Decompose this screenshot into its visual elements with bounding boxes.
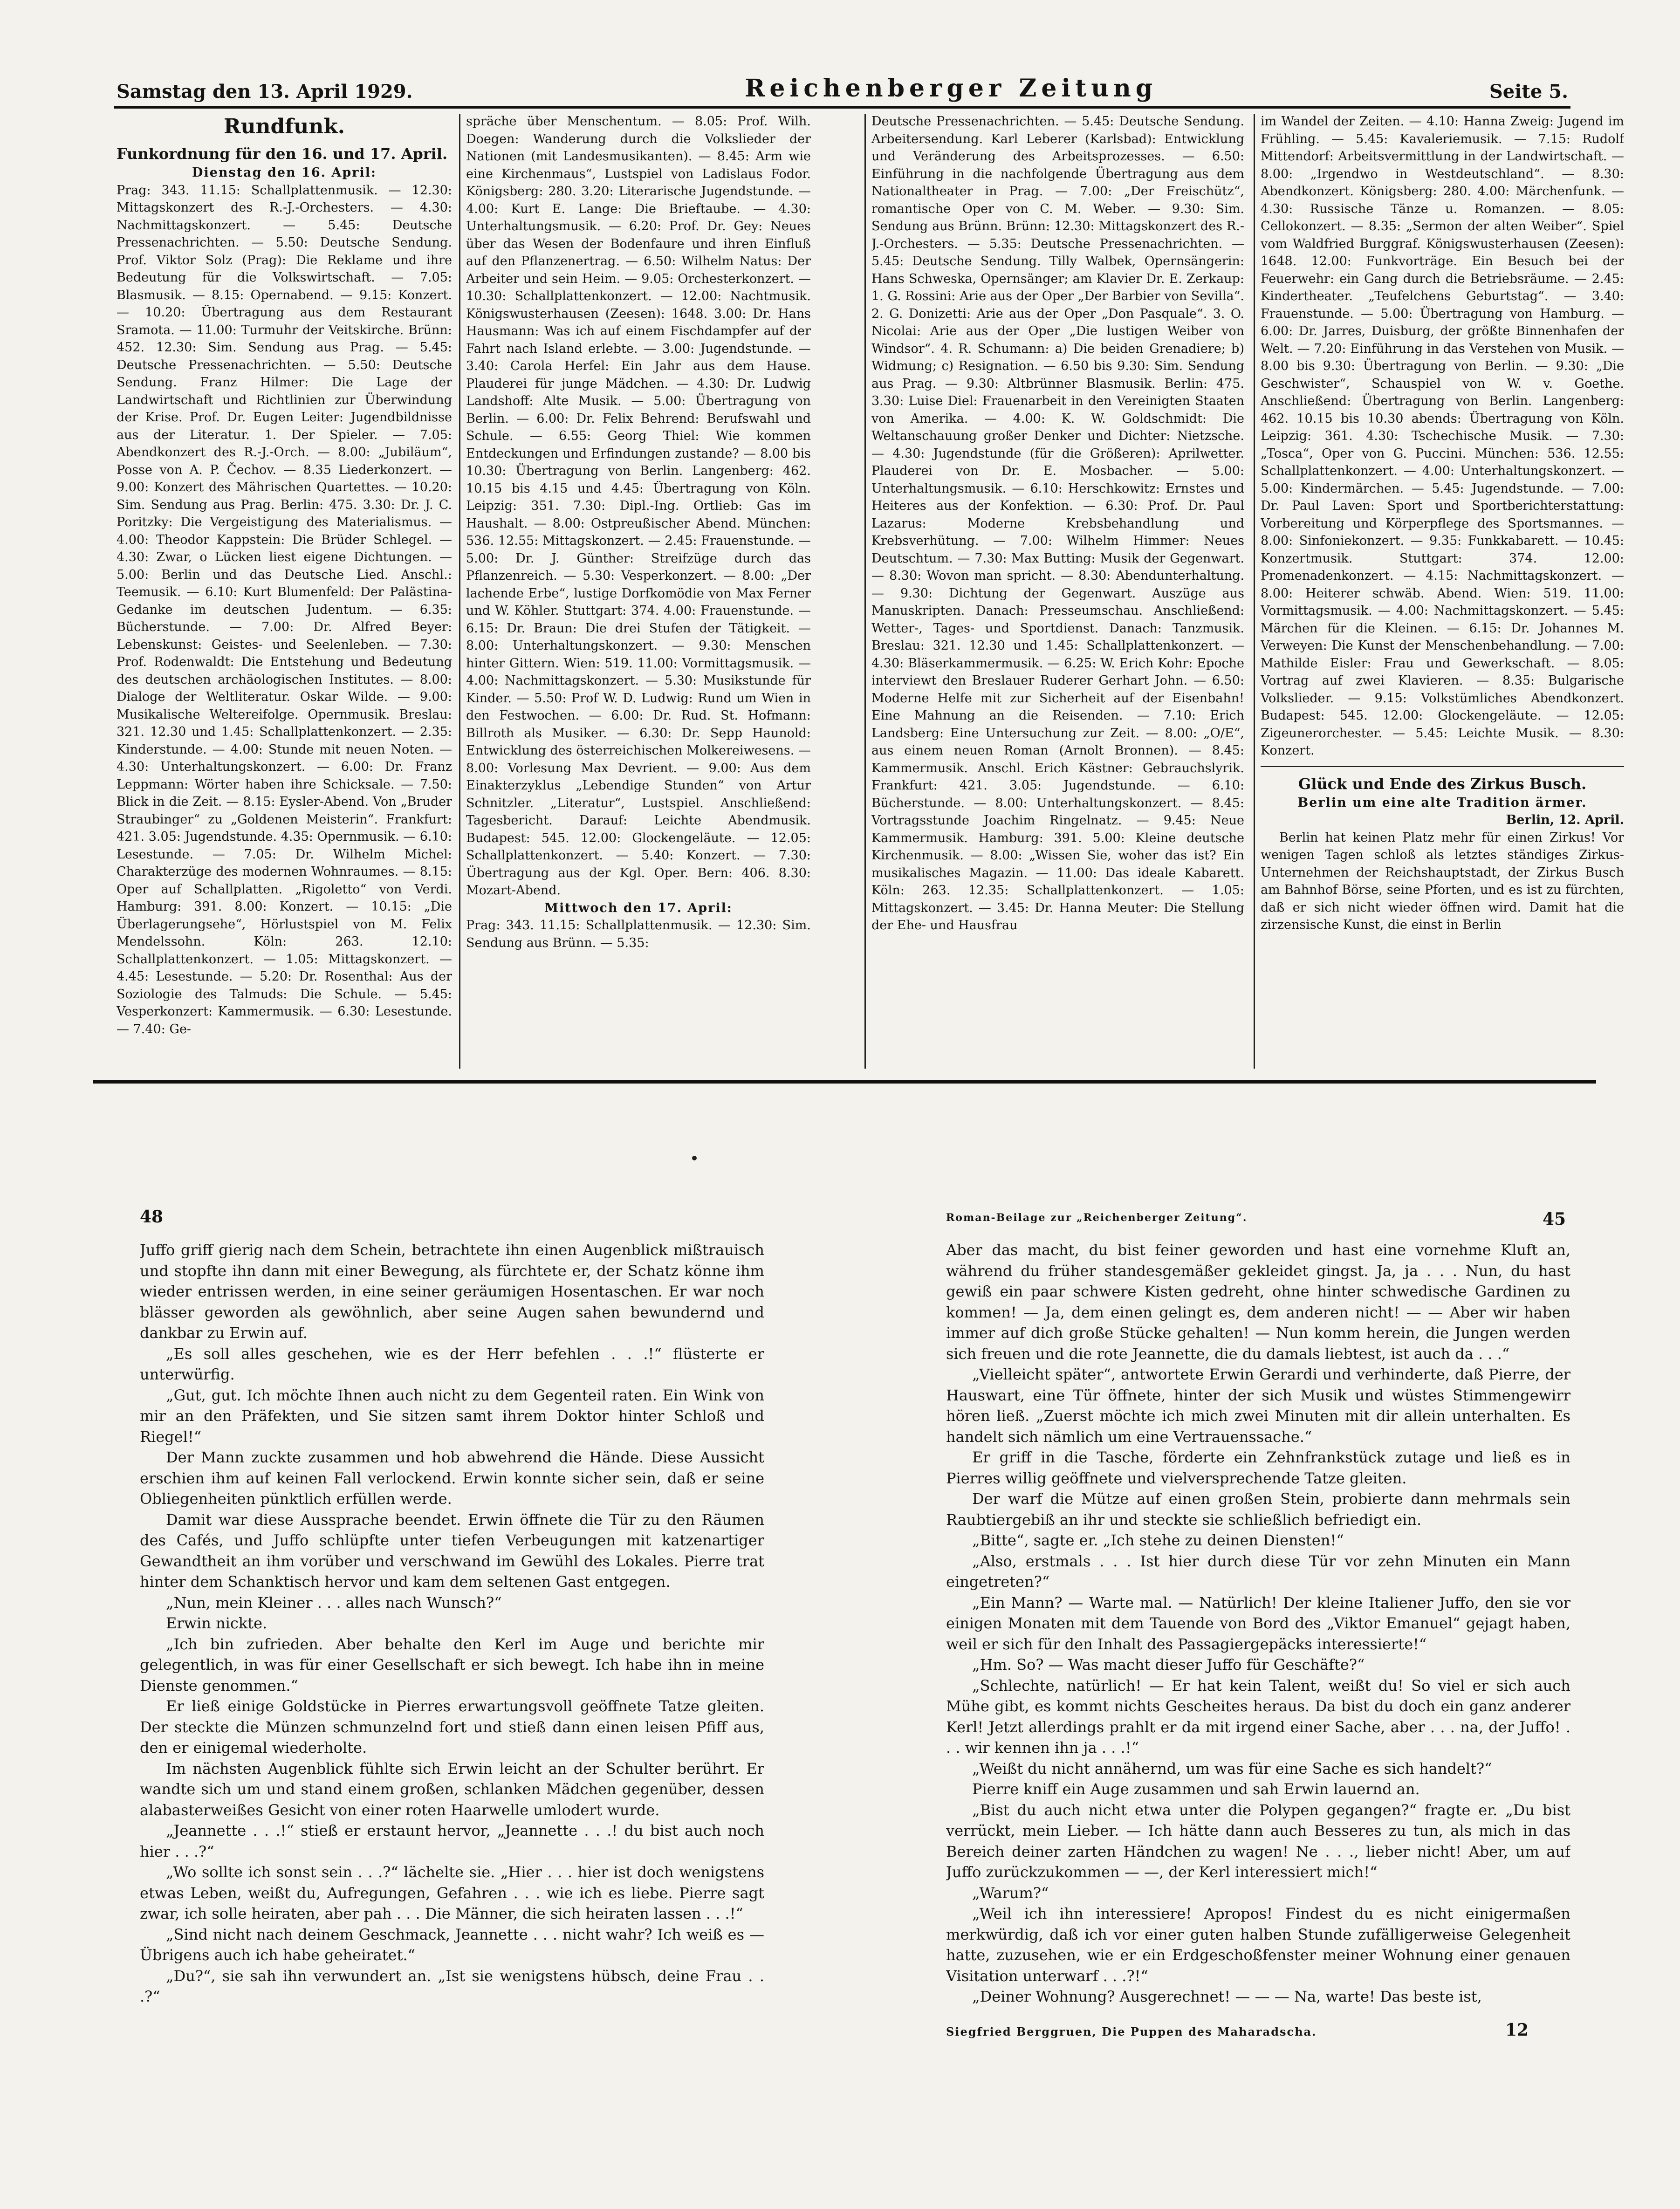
ink-speck xyxy=(692,1156,697,1160)
rundfunk-column-2 xyxy=(466,113,811,1068)
novel-paragraph: „Sind nicht nach deinem Geschmack, Jeannette . . . nicht wahr? Ich weiß es — Übrigens auch ich habe geheiratet.“ xyxy=(140,1925,764,1964)
header-rule xyxy=(114,106,1570,109)
day-heading-wednesday: Mittwoch den 17. April: xyxy=(544,900,733,915)
novel-paragraph: Er ließ einige Goldstücke in Pierres erwartungsvoll geöffnete Tatze gleiten. Der steckte die Münzen schmunzelnd fort und stieß dann einen leisen Pfiff aus, den er einigemal wiederholte. xyxy=(140,1697,764,1756)
novel-paragraph: „Hm. So? — Was macht dieser Juffo für Geschäfte?“ xyxy=(972,1656,1365,1674)
article-title: Glück und Ende des Zirkus Busch. xyxy=(1298,775,1587,793)
novel-paragraph: Er griff in die Tasche, förderte ein Zehnfrankstück zutage und ließ es in Pierres willig geöffnete und vielversprechende Tatze gleiten. xyxy=(946,1448,1570,1487)
rundfunk-column-1 xyxy=(117,113,452,1068)
column-divider xyxy=(864,114,866,1069)
article-text: Berlin hat keinen Platz mehr für einen Zirkus! Vor wenigen Tagen schloß als letztes ständiges Zirkus-Unternehmen der Reichshauptstadt, der Zirkus Busch am Bahnhof Börse, seine Pforten, und es ist zu fürchten, daß er sich nicht wieder öffnen wird. Damit hat die zirzensische Kunst, die einst in Berlin xyxy=(1261,830,1624,932)
novel-paragraph: Im nächsten Augenblick fühlte sich Erwin leicht an der Schulter berührt. Er wandte sich um und stand einem großen, schlanken Mädchen gegenüber, dessen alabasterweißes Gesicht von einer roten Haarwelle umlodert wurde. xyxy=(140,1759,764,1819)
novel-paragraph: „Du?“, sie sah ihn verwundert an. „Ist sie wenigstens hübsch, deine Frau . . .?“ xyxy=(140,1967,764,2005)
novel-paragraph: „Ich bin zufrieden. Aber behalte den Kerl im Auge und berichte mir gelegentlich, in was für einer Gesellschaft er sich bewegt. Ich habe ihn in meine Dienste genommen.“ xyxy=(140,1635,764,1694)
newspaper-header xyxy=(117,70,1568,103)
column-divider xyxy=(1254,114,1255,1069)
novel-paragraph: Der Mann zuckte zusammen und hob abwehrend die Hände. Diese Aussicht erschien ihm auf keinen Fall verlockend. Erwin konnte sicher sein, daß er seine Obliegenheiten pünktlich erfüllen werde. xyxy=(140,1448,764,1508)
novel-paragraph: „Es soll alles geschehen, wie es der Herr befehlen . . .!“ flüsterte er unterwürfig. xyxy=(140,1345,764,1383)
novel-paragraph: Juffo griff gierig nach dem Schein, betrachtete ihn einen Augenblick mißtrauisch und stopfte ihn dann mit einer Bewegung, als fürchtete er, der Schatz könne ihm wieder entrissen werden, in eine seiner geräumigen Hosentaschen. Er war noch blässer geworden als gewöhnlich, aber seine Augen sahen bewundernd und dankbar zu Erwin auf. xyxy=(140,1241,764,1342)
novel-paragraph: „Gut, gut. Ich möchte Ihnen auch nicht zu dem Gegenteil raten. Ein Wink von mir an den Präfekten, und Sie sitzen samt ihrem Doktor hinter Schloß und Riegel!“ xyxy=(140,1386,764,1446)
novel-paragraph: „Warum?“ xyxy=(972,1884,1049,1902)
novel-paragraph: „Deiner Wohnung? Ausgerechnet! — — — Na, warte! Das beste ist, xyxy=(972,1988,1482,2005)
novel-paragraph: Erwin nickte. xyxy=(166,1614,267,1632)
running-head: Roman-Beilage zur „Reichenberger Zeitung“. xyxy=(946,1212,1248,1224)
article-subtitle: Berlin um eine alte Tradition ärmer. xyxy=(1297,795,1587,810)
novel-paragraph: „Bitte“, sagte er. „Ich stehe zu deinen Diensten!“ xyxy=(972,1531,1344,1549)
novel-paragraph: „Schlechte, natürlich! — Er hat kein Talent, weißt du! So viel er sich auch Mühe gibt, es kommt nichts Gescheites heraus. Da bist du doch ein ganz anderer Kerl! Jetzt allerdings prahlt er da mit irgend einer Sache, aber . . . na, der Juffo! . . . wir kennen ihn ja . . .!“ xyxy=(946,1676,1570,1756)
day-heading-tuesday: Dienstag den 16. April: xyxy=(192,165,377,180)
article-dateline: Berlin, 12. April. xyxy=(1506,813,1624,827)
rundfunk-text-2: spräche über Menschentum. — 8.05: Prof. Wilh. Doegen: Wanderung durch die Volkslieder der Nationen (mit Landesmusikanten). — 8.45: Arm wie eine Kirchenmaus“, Lustspiel von Ladislaus Fodor. Königsberg: 280. 3.20: Literarische Jugendstunde. — 4.00: Kurt E. Lange: Die Brieftaube. — 4.30: Unterhaltungsmusik. — 6.20: Prof. Dr. Gey: Neues über das Wesen der Bodenfaure und ihren Einfluß auf den Pflanzenertrag. — 6.50: Wilhelm Natus: Der Arbeiter und sein Heim. — 9.05: Orchesterkonzert. — 10.30: Schallplattenkonzert. — 12.00: Nachtmusik. Königswusterhausen (Zeesen): 1648. 3.00: Dr. Hans Hausmann: Was ich auf einem Fischdampfer auf der Fahrt nach Island erlebte. — 3.00: Jugendstunde. — 3.40: Carola Herfel: Ein Jahr aus dem Hause. Plauderei für junge Mädchen. — 4.30: Dr. Ludwig Landshoff: Alte Musik. — 5.00: Übertragung von Berlin. — 6.00: Dr. Felix Behrend: Berufswahl und Schule. — 6.55: Georg Thiel: Wie kommen Entdeckungen und Erfindungen zustande? — 8.00 bis 10.30: Übertragung von Berlin. Langenberg: 462. 10.15 bis 4.15 und 4.45: Übertragung von Köln. Leipzig: 351. 7.30: Dipl.-Ing. Ortlieb: Gas im Haushalt. — 8.00: Ostpreußischer Abend. München: 536. 12.55: Mittagskonzert. — 2.45: Frauenstunde. — 5.00: Dr. J. Günther: Streifzüge durch das Pflanzenreich. — 5.30: Vesperkonzert. — 8.00: „Der lachende Erbe“, lustige Dorfkomödie von Max Ferner und W. Köhler. Stuttgart: 374. 4.00: Frauenstunde. — 6.15: Dr. Braun: Die drei Stufen der Tätigkeit. — 8.00: Unterhaltungskonzert. — 9.30: Menschen hinter Gittern. Wien: 519. 11.00: Vormittagsmusik. — 4.00: Nachmittagskonzert. — 5.30: Musikstunde für Kinder. — 5.50: Prof W. D. Ludwig: Rund um Wien in den Festwochen. — 6.00: Dr. Rud. St. Hofmann: Billroth als Musiker. — 6.30: Dr. Sepp Haunold: Entwicklung des österreichischen Molkereiwesens. — 8.00: Vorlesung Max Devrient. — 9.00: Aus dem Einakterzyklus „Lebendige Stunden“ von Artur Schnitzler. „Literatur“, Lustspiel. Anschließend: Tagesbericht. Darauf: Leichte Abendmusik. Budapest: 545. 12.00: Glockengeläute. — 12.05: Schallplattenkonzert. — 5.40: Konzert. — 7.30: Übertragung aus der Kgl. Oper. Bern: 406. 8.30: Mozart-Abend. xyxy=(466,114,811,898)
novel-paragraph: „Vielleicht später“, antwortete Erwin Gerardi und verhinderte, daß Pierre, der Hauswart, eine Tür öffnete, hinter der sich Musik und wüstes Stimmengewirr hören ließ. „Zuerst möchte ich mich zwei Minuten mit dir allein unterhalten. Es handelt sich nämlich um eine Vertrauenssache.“ xyxy=(946,1365,1570,1446)
footer-credit: Siegfried Berggruen, Die Puppen des Maharadscha. xyxy=(946,2025,1317,2038)
novel-paragraph: „Jeannette . . .!“ stieß er erstaunt hervor, „Jeannette . . .! du bist auch noch hier . . .?“ xyxy=(140,1822,764,1860)
novel-paragraph: „Also, erstmals . . . Ist hier durch diese Tür vor zehn Minuten ein Mann eingetreten?“ xyxy=(946,1552,1570,1591)
rundfunk-text-2b: Prag: 343. 11.15: Schallplattenmusik. — 12.30: Sim. Sendung aus Brünn. — 5.35: xyxy=(466,918,811,950)
rundfunk-title: Rundfunk. xyxy=(223,115,345,138)
novel-left-page xyxy=(140,1240,764,2111)
section-rule xyxy=(1261,766,1624,767)
page-number: Seite 5. xyxy=(1489,81,1568,103)
novel-paragraph: „Bist du auch nicht etwa unter die Polypen gegangen?“ fragte er. „Du bist verrückt, mein Lieber. — Ich hätte dann auch Besseres zu tun, als mich in das Bereich deiner zarten Händchen zu wagen! Ne . . ., lieber nicht! Aber, um auf Juffo zurückzukommen — —, der Kerl interessiert mich!“ xyxy=(946,1801,1570,1881)
novel-paragraph: Pierre kniff ein Auge zusammen und sah Erwin lauernd an. xyxy=(972,1780,1420,1798)
rundfunk-text-1: Prag: 343. 11.15: Schallplattenmusik. — 12.30: Mittagskonzert des R.-J.-Orchesters. — 4.30: Nachmittagskonzert. — 5.45: Deutsche Pressenachrichten. — 5.50: Deutsche Sendung. Prof. Viktor Solz (Prag): Die Reklame und ihre Bedeutung für die Volkswirtschaft. — 7.05: Blasmusik. — 8.15: Opernabend. — 9.15: Konzert. — 10.20: Übertragung aus dem Restaurant Sramota. — 11.00: Turmuhr der Veitskirche. Brünn: 452. 12.30: Sim. Sendung aus Prag. — 5.45: Deutsche Pressenachrichten. — 5.50: Deutsche Sendung. Franz Hilmer: Die Lage der Landwirtschaft und Richtlinien zur Überwindung der Krise. Prof. Dr. Eugen Leiter: Jugendbildnisse aus der Literatur. 1. Der Spieler. — 7.05: Abendkonzert des R.-J.-Orch. — 8.00: „Jubiläum“, Posse von A. P. Čechov. — 8.35 Liederkonzert. — 9.00: Konzert des Mährischen Quartettes. — 10.20: Sim. Sendung aus Prag. Berlin: 475. 3.30: Dr. J. C. Poritzky: Die Vergeistigung des Materialismus. — 4.00: Theodor Kappstein: Die Brüder Schlegel. — 4.30: Zwar, o Lücken liest eigene Dichtungen. — 5.00: Berlin und das Deutsche Lied. Anschl.: Teemusik. — 6.10: Kurt Blumenfeld: Der Palästina-Gedanke im deutschen Judentum. — 6.35: Bücherstunde. — 7.00: Dr. Alfred Beyer: Lebenskunst: Geistes- und Seelenleben. — 7.30: Prof. Rodenwaldt: Die Entstehung und Bedeutung des deutschen archäologischen Institutes. — 8.00: Dialoge der Weltliteratur. Oskar Wilde. — 9.00: Musikalische Weltereifolge. Opernmusik. Breslau: 321. 12.30 und 1.45: Schallplattenkonzert. — 2.35: Kinderstunde. — 4.00: Stunde mit neuen Noten. — 4.30: Unterhaltungskonzert. — 6.00: Dr. Franz Leppmann: Wörter haben ihre Schicksale. — 7.50: Blick in die Zeit. — 8.15: Eysler-Abend. Von „Bruder Straubinger“ zu „Goldenen Meisterin“. Frankfurt: 421. 3.05: Jugendstunde. 4.35: Opernmusik. — 6.10: Lesestunde. — 7.05: Dr. Wilhelm Michel: Charakterzüge des modernen Wohnraumes. — 8.15: Oper auf Schallplatten. „Rigoletto“ von Verdi. Hamburg: 391. 8.00: Konzert. — 10.15: „Die Überlagerungsehe“, Hörlustspiel von M. Felix Mendelssohn. Köln: 263. 12.10: Schallplattenkonzert. — 1.05: Mittagskonzert. — 4.45: Lesestunde. — 5.20: Dr. Rosenthal: Aus der Soziologie des Talmuds: Die Schule. — 5.45: Vesperkonzert: Kammermusik. — 6.30: Lesestunde. — 7.40: Ge- xyxy=(117,183,452,1036)
newspaper-title: Reichenberger Zeitung xyxy=(745,74,1158,103)
novel-paragraph: „Ein Mann? — Warte mal. — Natürlich! Der kleine Italiener Juffo, den sie vor einigen Monaten mit dem Tauende von Bord des „Viktor Emanuel“ gejagt haben, weil er sich für den Inhalt des Passagiergepäcks interessierte!“ xyxy=(946,1593,1570,1653)
left-page-number: 48 xyxy=(140,1207,164,1227)
novel-paragraph: Der warf die Mütze auf einen großen Stein, probierte dann mehrmals sein Raubtiergebiß an ihr und steckte sie schließlich befriedigt ein. xyxy=(946,1490,1570,1529)
novel-right-page xyxy=(946,1240,1570,2013)
rundfunk-column-3 xyxy=(871,113,1244,1068)
footer-rule xyxy=(93,1080,1596,1084)
issue-date: Samstag den 13. April 1929. xyxy=(117,81,413,103)
novel-paragraph: „Weil ich ihn interessiere! Apropos! Findest du es nicht einigermaßen merkwürdig, daß ich vor einer guten halben Stunde zufälligerweise Gelegenheit hatte, zuzusehen, wie er ein Erdgeschoßfenster meiner Wohnung einer genauen Visitation unterwarf . . .?!“ xyxy=(946,1905,1570,1985)
rundfunk-column-4 xyxy=(1261,113,1624,1068)
novel-paragraph: „Nun, mein Kleiner . . . alles nach Wunsch?“ xyxy=(166,1593,502,1612)
novel-paragraph: „Weißt du nicht annähernd, um was für eine Sache es sich handelt?“ xyxy=(972,1759,1492,1777)
novel-paragraph: Damit war diese Aussprache beendet. Erwin öffnete die Tür zu den Räumen des Cafés, und Juffo schlüpfte unter tiefen Verbeugungen mit katzenartiger Gewandtheit an ihm vorüber und verschwand im Gewühl des Lokales. Pierre trat hinter dem Schanktisch hervor und kam dem seltenen Gast entgegen. xyxy=(140,1510,764,1591)
column-divider xyxy=(459,114,460,1069)
rundfunk-subtitle: Funkordnung für den 16. und 17. April. xyxy=(117,145,448,163)
novel-paragraph: Aber das macht, du bist feiner geworden und hast eine vornehme Kluft an, während du früher standesgemäßer gekleidet gingst. Ja, ja . . . Nun, du hast gewiß ein paar schwere Kisten gedreht, ohne hinter schwedische Gardinen zu kommen! — Ja, dem einen gelingt es, dem anderen nicht! — — Aber wir haben immer auf dich große Stücke gehalten! — Nun komm herein, die Jungen werden sich freuen und die rote Jeannette, die du damals liebtest, ist auch da . . .“ xyxy=(946,1241,1570,1363)
novel-paragraph: „Wo sollte ich sonst sein . . .?“ lächelte sie. „Hier . . . hier ist doch wenigstens etwas Leben, weißt du, Aufregungen, Gefahren . . . wie ich es liebe. Pierre sagt zwar, ich solle heiraten, aber pah . . . Die Männer, die sich heiraten lassen . . .!“ xyxy=(140,1863,764,1922)
sheet-number: 12 xyxy=(1505,2020,1529,2040)
rundfunk-text-3: Deutsche Pressenachrichten. — 5.45: Deutsche Sendung. Arbeitersendung. Karl Leberer (Karlsbad): Entwicklung und Veränderung des Arbeitsprozesses. — 6.50: Einführung in die nachfolgende Übertragung aus dem Nationaltheater in Prag. — 7.00: „Der Freischütz“, romantische Oper von C. M. Weber. — 9.30: Sim. Sendung aus Brünn. Brünn: 12.30: Mittagskonzert des R.-J.-Orchesters. — 5.35: Deutsche Pressenachrichten. — 5.45: Deutsche Sendung. Tilly Walbek, Opernsängerin: Hans Schweska, Opernsänger; am Klavier Dr. E. Zerkaup: 1. G. Rossini: Arie aus der Oper „Der Barbier von Sevilla“. 2. G. Donizetti: Arie aus der Oper „Don Pasquale“. 3. O. Nicolai: Arie aus der Oper „Die lustigen Weiber von Windsor“. 4. R. Schumann: a) Die beiden Grenadiere; b) Widmung; c) Resignation. — 6.50 bis 9.30: Sim. Sendung aus Prag. — 9.30: Altbrünner Blasmusik. Berlin: 475. 3.30: Luise Diel: Frauenarbeit in den Vereinigten Staaten von Amerika. — 4.00: K. W. Goldschmidt: Die Weltanschauung großer Denker und Dichter: Nietzsche. — 4.30: Jugendstunde (für die Größeren): Aprilwetter. Plauderei von Dr. E. Mosbacher. — 5.00: Unterhaltungsmusik. — 6.10: Herschkowitz: Ernstes und Heiteres aus der Konfektion. — 6.30: Prof. Dr. Paul Lazarus: Moderne Krebsbehandlung und Krebsverhütung. — 7.00: Wilhelm Himmer: Neues Deutschtum. — 7.30: Max Butting: Musik der Gegenwart. — 8.30: Wovon man spricht. — 8.30: Abendunterhaltung. — 9.30: Dichtung der Gegenwart. Auszüge aus Manuskripten. Danach: Presseumschau. Anschließend: Wetter-, Tages- und Sportdienst. Danach: Tanzmusik. Breslau: 321. 12.30 und 1.45: Schallplattenkonzert. — 4.30: Bläserkammermusik. — 6.25: W. Erich Kohr: Epoche interviewt den Breslauer Ruderer Gerhart John. — 6.50: Moderne Helfe mit zur Sicherheit auf der Eisenbahn! Eine Mahnung an die Reisenden. — 7.10: Erich Landsberg: Eine Untersuchung zur Zeit. — 8.00: „O/E“, aus einem neuen Roman (Arnolt Bronnen). — 8.45: Kammermusik. Anschl. Erich Kästner: Gebrauchslyrik. Frankfurt: 421. 3.05: Jugendstunde. — 6.10: Bücherstunde. — 8.00: Unterhaltungskonzert. — 8.45: Vortragsstunde Joachim Ringelnatz. — 9.45: Neue Kammermusik. Hamburg: 391. 5.00: Kleine deutsche Kirchenmusik. — 8.00: „Wissen Sie, woher das ist? Ein musikalisches Magazin. — 11.00: Das ideale Kabarett. Köln: 263. 12.35: Schallplattenkonzert. — 1.05: Mittagskonzert. — 3.45: Dr. Hanna Meuter: Die Stellung der Ehe- und Hausfrau xyxy=(871,114,1244,933)
right-page-number: 45 xyxy=(1543,1209,1566,1229)
rundfunk-text-4: im Wandel der Zeiten. — 4.10: Hanna Zweig: Jugend im Frühling. — 5.45: Kavaleriemusik. — 7.15: Rudolf Mittendorf: Arbeitsvermittlung in der Landwirtschaft. — 8.00: „Irgendwo in Westdeutschland“. — 8.30: Abendkonzert. Königsberg: 280. 4.00: Märchenfunk. — 4.30: Russische Tänze u. Romanzen. — 8.05: Cellokonzert. — 8.35: „Sermon der alten Weiber“. Spiel vom Waldfried Burggraf. Königswusterhausen (Zeesen): 1648. 12.00: Funkvorträge. Ein Besuch bei der Feuerwehr: ein Gang durch die Betriebsräume. — 2.45: Kindertheater. „Teufelchens Geburtstag“. — 3.40: Frauenstunde. — 5.00: Übertragung von Hamburg. — 6.00: Dr. Jarres, Duisburg, der größte Binnenhafen der Welt. — 7.20: Einführung in das Verstehen von Musik. — 8.00 bis 9.30: Übertragung von Berlin. — 9.30: „Die Geschwister“, Schauspiel von W. v. Goethe. Anschließend: Übertragung von Berlin. Langenberg: 462. 10.15 bis 10.30 abends: Übertragung von Köln. Leipzig: 361. 4.30: Tschechische Musik. — 7.30: „Tosca“, Oper von G. Puccini. München: 536. 12.55: Schallplattenkonzert. — 4.00: Unterhaltungskonzert. — 5.00: Kindermärchen. — 5.45: Jugendstunde. — 7.00: Dr. Paul Laven: Sport und Sportberichterstattung: Vorbereitung und Körperpflege des Sportsmannes. — 8.00: Sinfoniekonzert. — 9.35: Funkkabarett. — 10.45: Konzertmusik. Stuttgart: 374. 12.00: Promenadenkonzert. — 4.15: Nachmittagskonzert. — 8.00: Heiterer schwäb. Abend. Wien: 519. 11.00: Vormittagsmusik. — 4.00: Nachmittagskonzert. — 5.45: Märchen für die Kleinen. — 6.15: Dr. Johannes M. Verweyen: Die Kunst der Menschenbehandlung. — 7.00: Mathilde Eisler: Frau und Gewerkschaft. — 8.05: Vortrag auf zwei Klavieren. — 8.35: Bulgarische Volkslieder. — 9.15: Volkstümliches Abendkonzert. Budapest: 545. 12.00: Glockengeläute. — 12.05: Zigeunerorchester. — 5.45: Leichte Musik. — 8.30: Konzert. xyxy=(1261,114,1624,758)
